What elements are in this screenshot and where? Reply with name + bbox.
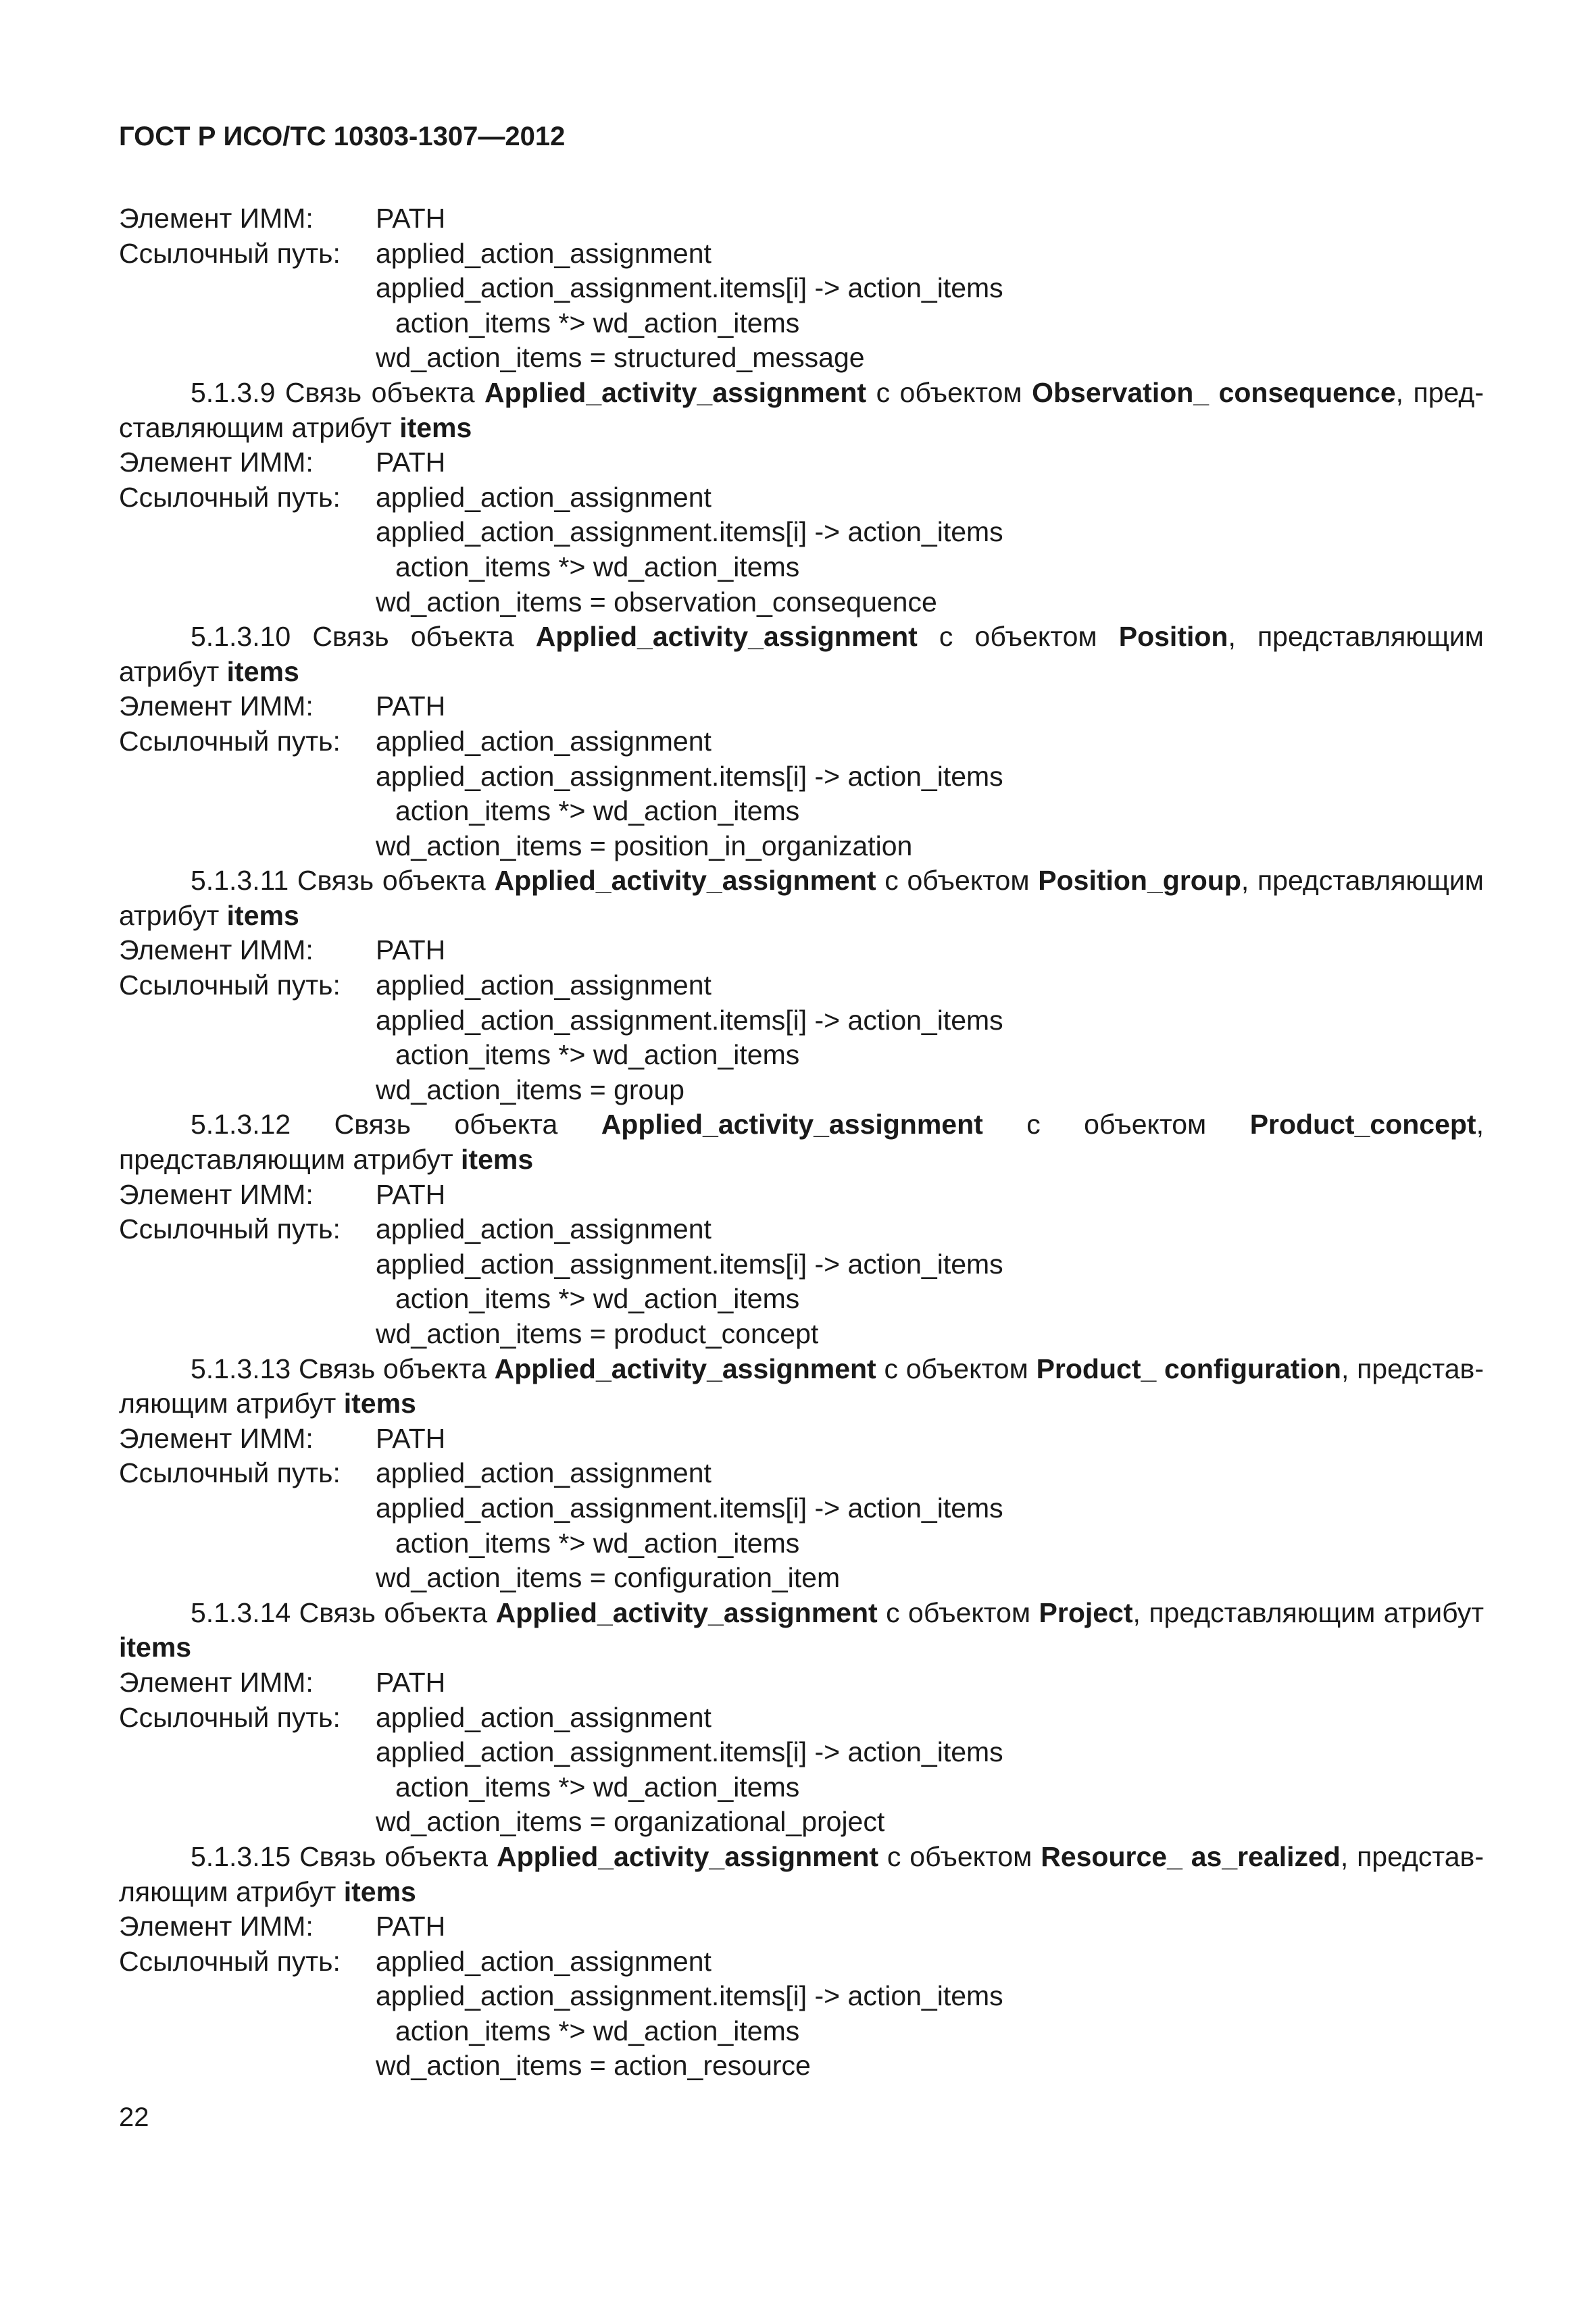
attribute-name: items <box>399 411 472 443</box>
page-number: 22 <box>119 2103 149 2132</box>
attribute-name: items <box>226 655 299 687</box>
reference-row <box>119 724 1484 759</box>
reference-label: Ссылочный путь: <box>119 481 341 513</box>
reference-row <box>119 1701 1484 1736</box>
element-label: Элемент ИММ: <box>119 447 314 478</box>
reference-line: wd_action_items = product_concept <box>376 1318 819 1349</box>
clause-number: 5.1.3.13 <box>191 1353 291 1384</box>
reference-line: applied_action_assignment <box>376 481 712 513</box>
attribute-name: items <box>343 1876 416 1907</box>
clause-section <box>119 620 1484 863</box>
reference-row <box>119 236 1484 272</box>
target-entity-name: Position <box>1118 621 1228 653</box>
clause-text: Связь объекта <box>284 376 475 408</box>
clause-text: , представляющим атрибут <box>119 1109 1484 1176</box>
element-row <box>119 201 1484 236</box>
document-header: ГОСТ Р ИСО/ТС 10303-1307—2012 <box>119 122 566 151</box>
attribute-name: items <box>461 1144 534 1176</box>
reference-line: applied_action_assignment.items[i] -> action_items <box>376 272 1003 304</box>
clause-section <box>119 1840 1484 2084</box>
reference-label: Ссылочный путь: <box>119 1945 341 1977</box>
clause-heading <box>119 1596 1484 1665</box>
reference-line: applied_action_assignment <box>376 237 712 269</box>
reference-line: applied_action_assignment.items[i] -> action_items <box>376 1980 1003 2012</box>
element-value: PATH <box>376 1178 446 1210</box>
clause-text: с объектом <box>939 621 1097 653</box>
element-row <box>119 933 1484 968</box>
target-entity-name: Product_ configuration <box>1036 1353 1341 1384</box>
element-value: PATH <box>376 690 446 722</box>
clause-heading <box>119 620 1484 689</box>
element-value: PATH <box>376 1911 446 1942</box>
element-label: Элемент ИММ: <box>119 690 314 722</box>
reference-label: Ссылочный путь: <box>119 237 341 269</box>
clause-text: , пред-ставляющим атрибут <box>119 376 1484 443</box>
reference-line: applied_action_assignment.items[i] -> action_items <box>376 1004 1003 1036</box>
clause-text: , представ-ляющим атрибут <box>119 1353 1484 1419</box>
clause-number: 5.1.3.12 <box>191 1109 291 1140</box>
element-label: Элемент ИММ: <box>119 1422 314 1454</box>
reference-line: applied_action_assignment.items[i] -> action_items <box>376 1736 1003 1768</box>
clause-section <box>119 1596 1484 1840</box>
reference-line: action_items *> wd_action_items <box>395 1771 800 1803</box>
reference-line: wd_action_items = configuration_item <box>376 1562 841 1594</box>
clause-text: с объектом <box>884 1353 1028 1384</box>
target-entity-name: Project <box>1039 1596 1133 1628</box>
reference-label: Ссылочный путь: <box>119 970 341 1001</box>
reference-line: action_items *> wd_action_items <box>395 551 800 582</box>
element-value: PATH <box>376 1666 446 1698</box>
clause-number: 5.1.3.15 <box>191 1840 291 1872</box>
reference-line: applied_action_assignment.items[i] -> action_items <box>376 1248 1003 1280</box>
reference-line: applied_action_assignment <box>376 725 712 757</box>
reference-row <box>119 1944 1484 1980</box>
target-entity-name: Resource_ as_realized <box>1041 1840 1341 1872</box>
reference-line: applied_action_assignment <box>376 1457 712 1489</box>
entity-name: Applied_activity_assignment <box>601 1109 983 1140</box>
reference-line: action_items *> wd_action_items <box>395 795 800 827</box>
clause-section <box>119 863 1484 1107</box>
reference-line: applied_action_assignment.items[i] -> action_items <box>376 516 1003 548</box>
target-entity-name: Observation_ consequence <box>1032 376 1396 408</box>
document-body <box>119 201 1484 2084</box>
clause-text: , представ-ляющим атрибут <box>119 1840 1484 1907</box>
element-value: PATH <box>376 934 446 966</box>
reference-row <box>119 1212 1484 1247</box>
clause-number: 5.1.3.11 <box>191 865 289 897</box>
reference-line: applied_action_assignment <box>376 1945 712 1977</box>
reference-label: Ссылочный путь: <box>119 1457 341 1489</box>
reference-line: wd_action_items = action_resource <box>376 2050 811 2082</box>
clause-text: с объектом <box>884 865 1030 897</box>
reference-line: action_items *> wd_action_items <box>395 2015 800 2046</box>
element-row <box>119 445 1484 480</box>
clause-heading <box>119 1352 1484 1422</box>
reference-line: applied_action_assignment <box>376 1701 712 1733</box>
reference-line: wd_action_items = organizational_project <box>376 1806 885 1838</box>
clause-text: с объектом <box>1026 1109 1207 1140</box>
target-entity-name: Product_concept <box>1249 1109 1476 1140</box>
element-row <box>119 689 1484 724</box>
reference-line: action_items *> wd_action_items <box>395 1283 800 1315</box>
clause-heading <box>119 863 1484 933</box>
reference-row <box>119 968 1484 1003</box>
clause-heading <box>119 1107 1484 1177</box>
sections-container <box>119 376 1484 2084</box>
clause-text: с объектом <box>876 376 1022 408</box>
clause-section <box>119 376 1484 620</box>
entity-name: Applied_activity_assignment <box>494 1353 876 1384</box>
reference-line: applied_action_assignment <box>376 1213 712 1245</box>
element-row <box>119 1178 1484 1213</box>
entity-name: Applied_activity_assignment <box>495 1596 878 1628</box>
clause-text: Связь объекта <box>299 1840 489 1872</box>
clause-heading <box>119 376 1484 445</box>
reference-row <box>119 480 1484 515</box>
reference-line: wd_action_items = observation_consequence <box>376 586 937 618</box>
clause-text: с объектом <box>886 1596 1031 1628</box>
attribute-name: items <box>226 899 299 931</box>
attribute-name: items <box>119 1632 192 1663</box>
element-value: PATH <box>376 203 446 234</box>
element-row <box>119 1665 1484 1701</box>
clause-heading <box>119 1840 1484 1909</box>
clause-number: 5.1.3.14 <box>191 1596 291 1628</box>
clause-text: , представляющим атрибут <box>1132 1596 1484 1628</box>
clause-text: с объектом <box>887 1840 1032 1872</box>
reference-label: Ссылочный путь: <box>119 725 341 757</box>
entity-name: Applied_activity_assignment <box>494 865 876 897</box>
clause-text: , представляющим атрибут <box>119 865 1484 931</box>
entity-name: Applied_activity_assignment <box>484 376 867 408</box>
reference-line: applied_action_assignment.items[i] -> action_items <box>376 760 1003 792</box>
reference-line: wd_action_items = position_in_organization <box>376 830 913 861</box>
element-label: Элемент ИММ: <box>119 203 314 234</box>
clause-number: 5.1.3.9 <box>191 376 276 408</box>
element-row <box>119 1422 1484 1457</box>
target-entity-name: Position_group <box>1038 865 1241 897</box>
reference-line: wd_action_items = group <box>376 1074 684 1105</box>
element-label: Элемент ИММ: <box>119 1911 314 1942</box>
reference-line: wd_action_items = structured_message <box>376 342 865 374</box>
element-value: PATH <box>376 1422 446 1454</box>
element-value: PATH <box>376 447 446 478</box>
entity-name: Applied_activity_assignment <box>496 1840 879 1872</box>
reference-line: applied_action_assignment <box>376 970 712 1001</box>
element-label: Элемент ИММ: <box>119 1178 314 1210</box>
clause-text: , представляющим атрибут <box>119 621 1484 687</box>
clause-text: Связь объекта <box>299 1596 488 1628</box>
clause-text: Связь объекта <box>298 1353 487 1384</box>
entity-name: Applied_activity_assignment <box>535 621 918 653</box>
clause-text: Связь объекта <box>312 621 514 653</box>
element-label: Элемент ИММ: <box>119 1666 314 1698</box>
attribute-name: items <box>343 1388 416 1419</box>
clause-section <box>119 1352 1484 1596</box>
element-row <box>119 1909 1484 1944</box>
reference-line: action_items *> wd_action_items <box>395 1527 800 1559</box>
clause-section <box>119 1107 1484 1351</box>
reference-line: action_items *> wd_action_items <box>395 1039 800 1071</box>
element-label: Элемент ИММ: <box>119 934 314 966</box>
reference-label: Ссылочный путь: <box>119 1701 341 1733</box>
reference-line: action_items *> wd_action_items <box>395 307 800 338</box>
clause-number: 5.1.3.10 <box>191 621 291 653</box>
clause-text: Связь объекта <box>297 865 486 897</box>
reference-line: applied_action_assignment.items[i] -> action_items <box>376 1492 1003 1524</box>
clause-text: Связь объекта <box>334 1109 558 1140</box>
reference-label: Ссылочный путь: <box>119 1213 341 1245</box>
reference-row <box>119 1456 1484 1491</box>
